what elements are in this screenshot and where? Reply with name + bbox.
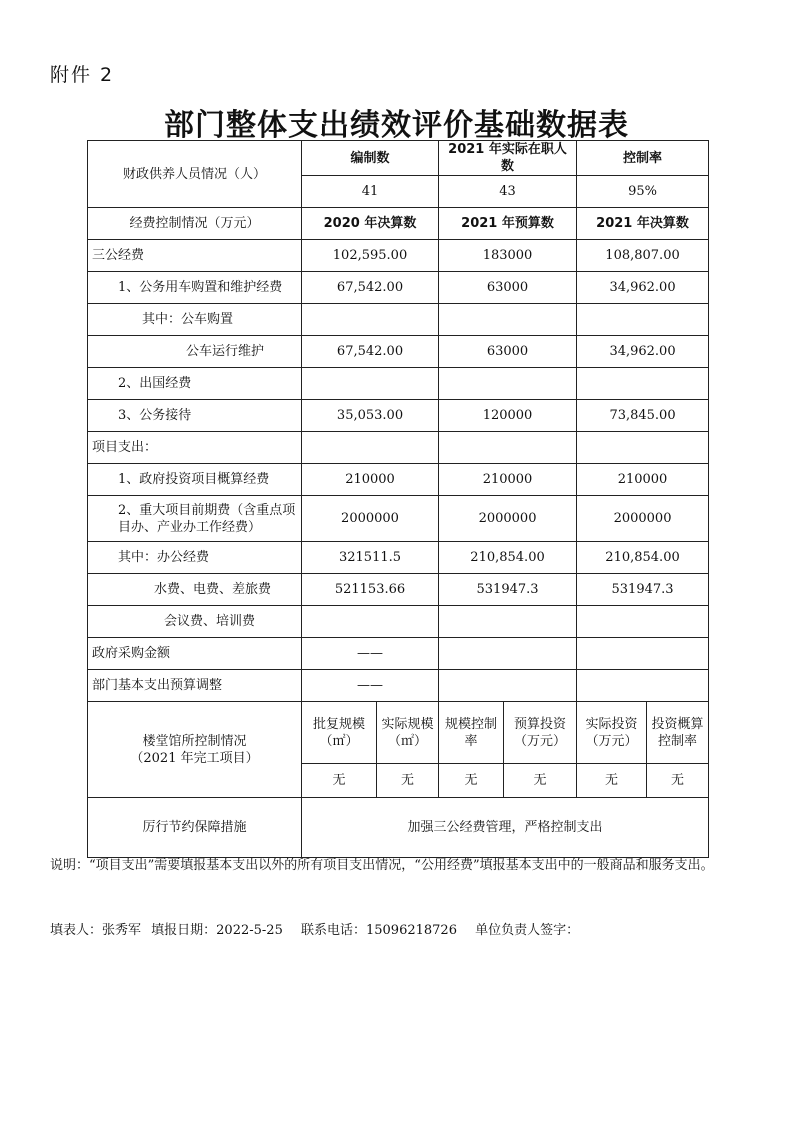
cell-2021-budget: 210,854.00 (439, 542, 577, 574)
cell-2020: 321511.5 (302, 542, 439, 574)
row-label: 1、公务用车购置和维护经费 (88, 272, 302, 304)
cell-2021-budget: 63000 (439, 272, 577, 304)
building-value: 无 (504, 764, 577, 798)
building-value: 无 (439, 764, 504, 798)
table-row (88, 240, 709, 272)
cell-2021-budget: 183000 (439, 240, 577, 272)
cell-2020: 521153.66 (302, 574, 439, 606)
staff-header-authorized: 编制数 (302, 141, 439, 176)
cell-2021-final (577, 368, 709, 400)
row-label: 3、公务接待 (88, 400, 302, 432)
footer-phone: 联系电话：15096218726 (300, 923, 457, 938)
cell-2021-final (577, 304, 709, 336)
cell-2021-final (577, 432, 709, 464)
cell-2021-final: 73,845.00 (577, 400, 709, 432)
staff-value-rate: 95% (577, 176, 709, 208)
table-row (88, 464, 709, 496)
cell-2021-budget (439, 670, 577, 702)
cell-2021-budget (439, 638, 577, 670)
table-row (88, 606, 709, 638)
cell-2020 (302, 606, 439, 638)
building-header: 实际投资（万元） (577, 702, 647, 764)
cell-2021-budget: 120000 (439, 400, 577, 432)
cell-2021-final (577, 606, 709, 638)
saving-value: 加强三公经费管理，严格控制支出 (302, 798, 709, 858)
building-label-line1: 楼堂馆所控制情况 (142, 733, 247, 749)
building-value: 无 (302, 764, 377, 798)
footer-filler: 填表人：张秀军 (50, 923, 142, 938)
building-header: 批复规模（㎡） (302, 702, 377, 764)
table-row (88, 272, 709, 304)
cell-2021-final: 210000 (577, 464, 709, 496)
row-label: 水费、电费、差旅费 (88, 574, 302, 606)
staff-label: 财政供养人员情况（人） (88, 141, 302, 208)
table-row (88, 542, 709, 574)
cell-2021-budget (439, 606, 577, 638)
cell-2020 (302, 368, 439, 400)
note-text: 说明：“项目支出”需要填报基本支出以外的所有项目支出情况，“公用经费”填报基本支出中的一般商品和服务支出。 (50, 858, 714, 873)
row-label: 政府采购金额 (88, 638, 302, 670)
page-title: 部门整体支出绩效评价基础数据表 (164, 108, 629, 143)
cell-2020: 67,542.00 (302, 272, 439, 304)
footer-signer: 单位负责人签字： (475, 923, 580, 938)
row-label: 1、政府投资项目概算经费 (88, 464, 302, 496)
row-label: 公车运行维护 (88, 336, 302, 368)
cell-2021-budget (439, 368, 577, 400)
cell-2020: —— (302, 638, 439, 670)
cell-2021-final: 34,962.00 (577, 272, 709, 304)
budget-header-2020: 2020 年决算数 (302, 208, 439, 240)
cell-2021-budget: 210000 (439, 464, 577, 496)
data-table (87, 140, 709, 858)
cell-2021-budget: 531947.3 (439, 574, 577, 606)
table-row (88, 400, 709, 432)
table-row (88, 368, 709, 400)
row-label: 会议费、培训费 (88, 606, 302, 638)
cell-2020: 35,053.00 (302, 400, 439, 432)
building-label (88, 702, 302, 798)
cell-2021-budget (439, 432, 577, 464)
cell-2021-final (577, 670, 709, 702)
staff-header-rate: 控制率 (577, 141, 709, 176)
cell-2021-budget: 63000 (439, 336, 577, 368)
building-value: 无 (377, 764, 439, 798)
staff-value-actual: 43 (439, 176, 577, 208)
cell-2020 (302, 432, 439, 464)
row-label: 其中：公车购置 (88, 304, 302, 336)
row-label: 部门基本支出预算调整 (88, 670, 302, 702)
staff-value-authorized: 41 (302, 176, 439, 208)
row-label: 三公经费 (88, 240, 302, 272)
table-row (88, 304, 709, 336)
cell-2021-final: 108,807.00 (577, 240, 709, 272)
building-header: 规模控制率 (439, 702, 504, 764)
cell-2020: 67,542.00 (302, 336, 439, 368)
cell-2021-budget (439, 304, 577, 336)
table-row (88, 336, 709, 368)
cell-2020 (302, 304, 439, 336)
building-value: 无 (577, 764, 647, 798)
attachment-label: 附件 2 (50, 64, 115, 86)
row-label: 项目支出： (88, 432, 302, 464)
cell-2020: 2000000 (302, 496, 439, 542)
budget-header-2021-budget: 2021 年预算数 (439, 208, 577, 240)
cell-2021-final: 2000000 (577, 496, 709, 542)
cell-2020: 102,595.00 (302, 240, 439, 272)
cell-2021-final: 531947.3 (577, 574, 709, 606)
building-header: 实际规模（㎡） (377, 702, 439, 764)
row-label: 其中：办公经费 (88, 542, 302, 574)
table-row (88, 432, 709, 464)
saving-label: 厉行节约保障措施 (88, 798, 302, 858)
staff-header-actual: 2021 年实际在职人数 (439, 141, 577, 176)
cell-2020: —— (302, 670, 439, 702)
budget-header-2021-final: 2021 年决算数 (577, 208, 709, 240)
table-row (88, 574, 709, 606)
table-row (88, 638, 709, 670)
building-header: 预算投资（万元） (504, 702, 577, 764)
cell-2020: 210000 (302, 464, 439, 496)
table-row (88, 496, 709, 542)
footer-date: 填报日期：2022-5-25 (151, 923, 283, 938)
building-header: 投资概算控制率 (647, 702, 709, 764)
table-row (88, 670, 709, 702)
cell-2021-budget: 2000000 (439, 496, 577, 542)
cell-2021-final (577, 638, 709, 670)
budget-label: 经费控制情况（万元） (88, 208, 302, 240)
row-label: 2、重大项目前期费（含重点项目办、产业办工作经费） (88, 496, 302, 542)
cell-2021-final: 34,962.00 (577, 336, 709, 368)
building-value: 无 (647, 764, 709, 798)
footer (50, 919, 585, 938)
row-label: 2、出国经费 (88, 368, 302, 400)
cell-2021-final: 210,854.00 (577, 542, 709, 574)
building-label-line2: （2021 年完工项目） (130, 750, 259, 766)
